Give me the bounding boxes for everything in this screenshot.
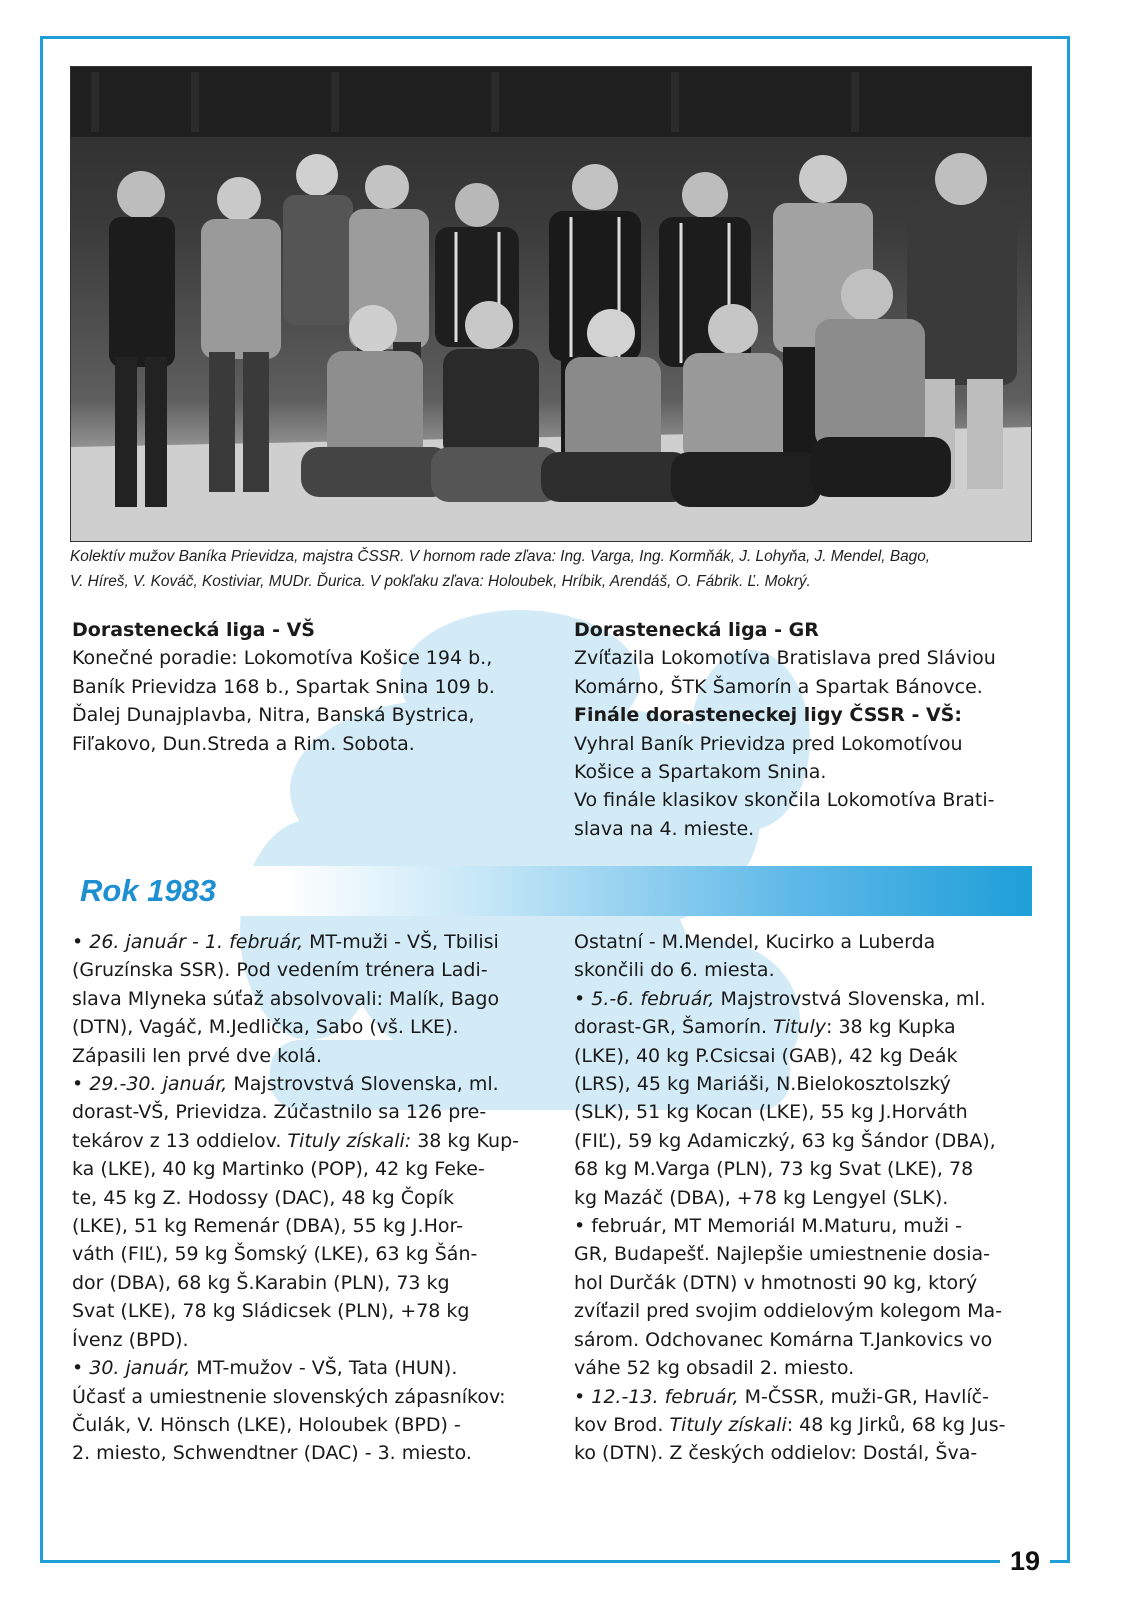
- text-segment: hol Durčák (DTN) v hmotnosti 90 kg, ktorý: [574, 1271, 978, 1294]
- text-line: Konečné poradie: Lokomotíva Košice 194 b.,: [72, 647, 493, 670]
- text-segment: : 38 kg Kupka: [826, 1016, 956, 1039]
- text-line: Vyhral Baník Prievidza pred Lokomotívou: [574, 732, 963, 755]
- text-segment: • február, MT Memoriál M.Maturu, muži -: [574, 1215, 962, 1238]
- text-segment: GR, Budapešť. Najlepšie umiestnenie dosia-: [574, 1243, 991, 1266]
- caption-line: V. Híreš, V. Kováč, Kostiviar, MUDr. Ďurica. V pokľaku zľava: Holoubek, Hríbik, Arendáš, O. Fábrik. Ľ. Mokrý.: [70, 573, 811, 590]
- year-1983-right-column: [574, 928, 1030, 1468]
- text-line: [72, 1354, 530, 1382]
- text-line: [574, 956, 1030, 984]
- text-line: Košice a Spartakom Snina.: [574, 761, 827, 784]
- text-segment: Ostatní - M.Mendel, Kucirko a Luberda: [574, 931, 936, 953]
- text-line: [574, 1042, 1030, 1070]
- text-line: [72, 985, 530, 1013]
- text-segment: ka (LKE), 40 kg Martinko (POP), 42 kg Feke-: [72, 1158, 485, 1181]
- caption-line: Kolektív mužov Baníka Prievidza, majstra ČSSR. V hornom rade zľava: Ing. Varga, Ing. Kormňák, J. Lohyňa, J. Mendel, Bago,: [70, 548, 931, 565]
- text-line: [72, 1240, 530, 1268]
- section-heading: Finále dorasteneckej ligy ČSSR - VŠ:: [574, 704, 962, 727]
- section-heading: Dorastenecká liga - GR: [574, 619, 819, 641]
- text-segment: (FIĽ), 59 kg Adamiczký, 63 kg Šándor (DBA),: [574, 1129, 996, 1152]
- text-segment: Účasť a umiestnenie slovenských zápasníkov:: [72, 1385, 506, 1408]
- text-line: [574, 1184, 1030, 1212]
- text-segment: dorast-GR, Šamorín.: [574, 1016, 774, 1039]
- text-segment: MT-mužov - VŠ, Tata (HUN).: [190, 1357, 458, 1380]
- text-line: [72, 1326, 530, 1354]
- text-line: [72, 1013, 530, 1041]
- text-line: Ďalej Dunajplavba, Nitra, Banská Bystrica,: [72, 704, 475, 727]
- text-line: Komárno, ŠTK Šamorín a Spartak Bánovce.: [574, 675, 983, 698]
- text-segment: Ívenz (BPD).: [72, 1328, 189, 1351]
- emphasis-text: • 29.-30. január,: [72, 1073, 228, 1096]
- text-line: [574, 1269, 1030, 1297]
- dorastenecka-liga-gr-section: [574, 616, 1030, 843]
- team-photo: [70, 66, 1032, 542]
- text-segment: váth (FIĽ), 59 kg Šomský (LKE), 63 kg Šán-: [72, 1243, 478, 1266]
- text-line: [574, 1155, 1030, 1183]
- emphasis-text: • 5.-6. február,: [574, 987, 715, 1010]
- text-line: [72, 1127, 530, 1155]
- text-segment: (SLK), 51 kg Kocan (LKE), 55 kg J.Horváth: [574, 1101, 968, 1124]
- text-segment: sárom. Odchovanec Komárna T.Jankovics vo: [574, 1328, 993, 1351]
- team-photo-icon: [71, 67, 1032, 542]
- text-segment: te, 45 kg Z. Hodossy (DAC), 48 kg Čopík: [72, 1186, 454, 1209]
- text-segment: ko (DTN). Z českých oddielov: Dostál, Šva-: [574, 1442, 978, 1465]
- text-line: Vo finále klasikov skončila Lokomotíva Brati-: [574, 789, 995, 812]
- text-line: [574, 1297, 1030, 1325]
- text-segment: Čulák, V. Hönsch (LKE), Holoubek (BPD) -: [72, 1413, 461, 1436]
- text-line: [574, 1127, 1030, 1155]
- text-segment: 38 kg Kup-: [411, 1129, 519, 1152]
- text-line: [574, 1098, 1030, 1126]
- text-line: [72, 1184, 530, 1212]
- text-segment: dor (DBA), 68 kg Š.Karabin (PLN), 73 kg: [72, 1271, 450, 1294]
- text-segment: kov Brod.: [574, 1413, 670, 1436]
- text-line: [574, 1383, 1030, 1411]
- text-line: [574, 1439, 1030, 1467]
- text-segment: Majstrovstvá Slovenska, ml.: [714, 987, 986, 1010]
- emphasis-text: Tituly získali: [669, 1413, 787, 1436]
- text-line: [574, 1326, 1030, 1354]
- dorastenecka-liga-vs-section: [72, 616, 532, 758]
- text-line: slava na 4. mieste.: [574, 817, 755, 840]
- text-segment: (LKE), 51 kg Remenár (DBA), 55 kg J.Hor-: [72, 1215, 463, 1238]
- text-line: [574, 1411, 1030, 1439]
- text-line: [574, 1070, 1030, 1098]
- emphasis-text: Tituly: [773, 1016, 826, 1039]
- text-segment: zvíťazil pred svojim oddielovým kolegom Ma-: [574, 1300, 1002, 1323]
- text-line: Baník Prievidza 168 b., Spartak Snina 109 b.: [72, 675, 495, 698]
- emphasis-text: • 12.-13. február,: [574, 1385, 739, 1408]
- text-segment: (LRS), 45 kg Mariáši, N.Bielokosztolszký: [574, 1073, 951, 1096]
- text-segment: kg Mazáč (DBA), +78 kg Lengyel (SLK).: [574, 1186, 949, 1209]
- text-segment: : 48 kg Jirků, 68 kg Jus-: [786, 1413, 1006, 1436]
- text-line: [574, 1013, 1030, 1041]
- photo-caption: [70, 544, 1032, 594]
- text-line: [72, 1439, 530, 1467]
- text-line: [72, 1070, 530, 1098]
- text-line: [72, 1411, 530, 1439]
- emphasis-text: • 30. január,: [72, 1357, 191, 1380]
- text-line: [72, 1269, 530, 1297]
- text-line: Zvíťazila Lokomotíva Bratislava pred Sláviou: [574, 647, 996, 670]
- text-line: [72, 1212, 530, 1240]
- year-title: Rok 1983: [80, 873, 217, 908]
- text-segment: tekárov z 13 oddielov.: [72, 1129, 288, 1152]
- page-number: 19: [1000, 1542, 1050, 1580]
- text-line: [72, 1098, 530, 1126]
- text-line: [72, 928, 530, 956]
- section-heading: Dorastenecká liga - VŠ: [72, 619, 315, 641]
- text-line: [72, 1042, 530, 1070]
- text-segment: M-ČSSR, muži-GR, Havlíč-: [738, 1385, 989, 1408]
- text-segment: MT-muži - VŠ, Tbilisi: [303, 931, 499, 953]
- text-segment: (LKE), 40 kg P.Csicsai (GAB), 42 kg Deák: [574, 1044, 958, 1067]
- text-segment: skončili do 6. miesta.: [574, 959, 775, 982]
- text-segment: slava Mlyneka súťaž absolvovali: Malík, Bago: [72, 987, 500, 1010]
- text-line: [72, 1155, 530, 1183]
- text-line: [574, 928, 1030, 956]
- year-1983-left-column: [72, 928, 530, 1468]
- text-line: [574, 985, 1030, 1013]
- text-line: [574, 1212, 1030, 1240]
- emphasis-text: Tituly získali:: [287, 1129, 412, 1152]
- text-line: Fiľakovo, Dun.Streda a Rim. Sobota.: [72, 732, 415, 755]
- text-line: [72, 1383, 530, 1411]
- text-segment: Majstrovstvá Slovenska, ml.: [227, 1073, 499, 1096]
- text-segment: Zápasili len prvé dve kolá.: [72, 1044, 322, 1067]
- text-segment: Svat (LKE), 78 kg Sládicsek (PLN), +78 kg: [72, 1300, 470, 1323]
- text-segment: dorast-VŠ, Prievidza. Zúčastnilo sa 126 pre-: [72, 1101, 487, 1124]
- text-segment: (DTN), Vagáč, M.Jedlička, Sabo (vš. LKE).: [72, 1016, 459, 1039]
- text-line: [574, 1354, 1030, 1382]
- text-segment: váhe 52 kg obsadil 2. miesto.: [574, 1357, 855, 1380]
- text-line: [72, 1297, 530, 1325]
- emphasis-text: • 26. január - 1. február,: [72, 931, 304, 953]
- text-segment: 2. miesto, Schwendtner (DAC) - 3. miesto.: [72, 1442, 472, 1465]
- text-segment: (Gruzínska SSR). Pod vedením trénera Ladi-: [72, 959, 488, 982]
- text-line: [72, 956, 530, 984]
- text-line: [574, 1240, 1030, 1268]
- text-segment: 68 kg M.Varga (PLN), 73 kg Svat (LKE), 78: [574, 1158, 974, 1181]
